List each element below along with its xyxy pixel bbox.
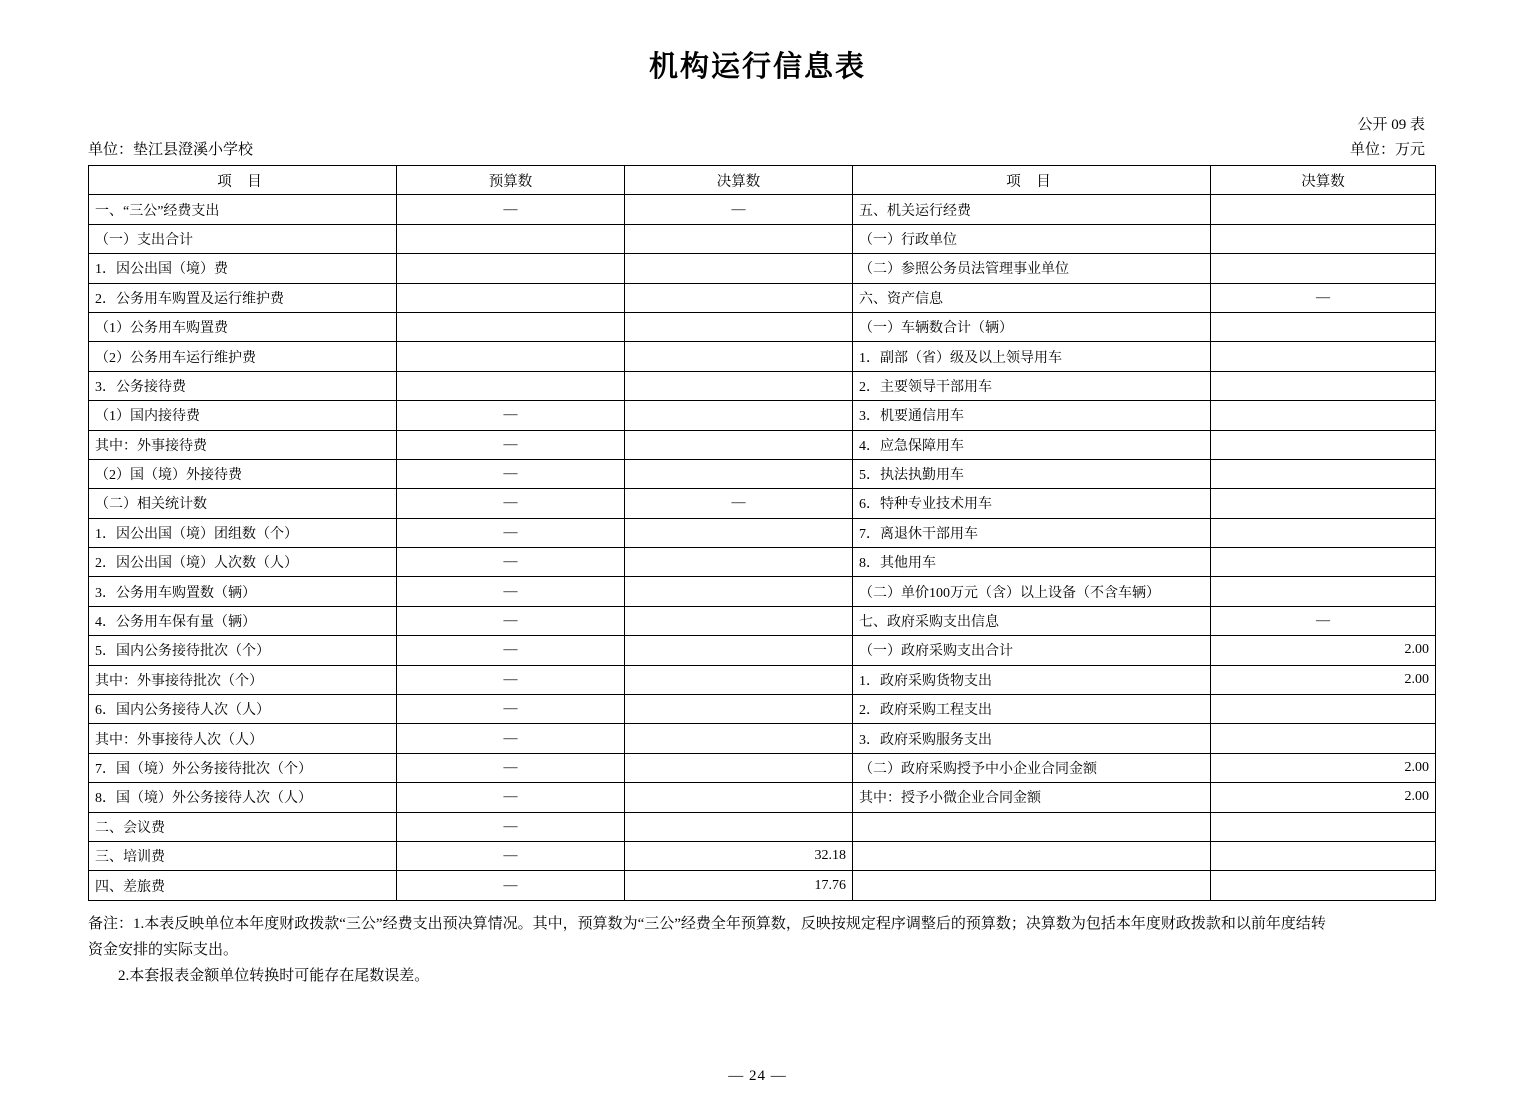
row-final-value: — xyxy=(625,195,853,224)
row-final-value xyxy=(625,430,853,459)
table-row xyxy=(89,871,1436,900)
table-row xyxy=(89,695,1436,724)
row-final-value xyxy=(625,283,853,312)
row-final-value: 17.76 xyxy=(625,871,853,900)
row-label-left: 1．因公出国（境）费 xyxy=(89,254,397,283)
table-row xyxy=(89,489,1436,518)
row-final-value xyxy=(625,695,853,724)
row-final-right-value xyxy=(1211,518,1436,547)
row-final-value xyxy=(625,577,853,606)
row-label-left: （二）相关统计数 xyxy=(89,489,397,518)
row-label-left: 4．公务用车保有量（辆） xyxy=(89,606,397,635)
row-label-right: （二）参照公务员法管理事业单位 xyxy=(853,254,1211,283)
row-label-left: （2）国（境）外接待费 xyxy=(89,459,397,488)
table-row xyxy=(89,195,1436,224)
row-budget-value: — xyxy=(397,459,625,488)
row-budget-value: — xyxy=(397,753,625,782)
row-final-right-value xyxy=(1211,430,1436,459)
row-label-right: 7．离退休干部用车 xyxy=(853,518,1211,547)
row-label-left: 6．国内公务接待人次（人） xyxy=(89,695,397,724)
row-final-value xyxy=(625,459,853,488)
row-budget-value: — xyxy=(397,548,625,577)
row-label-left: （1）公务用车购置费 xyxy=(89,312,397,341)
row-final-value xyxy=(625,548,853,577)
table-row xyxy=(89,459,1436,488)
row-final-value xyxy=(625,812,853,841)
row-final-value xyxy=(625,783,853,812)
amount-unit-label: 单位：万元 xyxy=(1349,142,1425,158)
row-label-right: 七、政府采购支出信息 xyxy=(853,606,1211,635)
row-label-right: 6．特种专业技术用车 xyxy=(853,489,1211,518)
row-label-right: 其中：授予小微企业合同金额 xyxy=(853,783,1211,812)
table-row xyxy=(89,548,1436,577)
row-final-value: — xyxy=(625,489,853,518)
page-title: 机构运行信息表 xyxy=(648,51,866,83)
row-label-left: （1）国内接待费 xyxy=(89,401,397,430)
header-item-left: 项 目 xyxy=(89,166,397,195)
table-row xyxy=(89,841,1436,870)
row-label-left: 一、“三公”经费支出 xyxy=(89,195,397,224)
row-label-right: 5．执法执勤用车 xyxy=(853,459,1211,488)
header-budget: 预算数 xyxy=(397,166,625,195)
row-budget-value: — xyxy=(397,489,625,518)
document-page xyxy=(0,44,1515,1113)
row-budget-value: — xyxy=(397,871,625,900)
header-item-right: 项 目 xyxy=(853,166,1211,195)
row-label-left: （2）公务用车运行维护费 xyxy=(89,342,397,371)
row-label-left: 其中：外事接待费 xyxy=(89,430,397,459)
row-final-right-value xyxy=(1211,371,1436,400)
row-final-value: 32.18 xyxy=(625,841,853,870)
row-label-right: 4．应急保障用车 xyxy=(853,430,1211,459)
note-line-3: 2.本套报表金额单位转换时可能存在尾数误差。 xyxy=(118,968,430,985)
table-row xyxy=(89,665,1436,694)
row-label-right xyxy=(853,871,1211,900)
row-final-right-value: — xyxy=(1211,283,1436,312)
row-final-right-value: 2.00 xyxy=(1211,636,1436,665)
row-final-right-value xyxy=(1211,459,1436,488)
row-final-value xyxy=(625,606,853,635)
row-final-right-value xyxy=(1211,489,1436,518)
row-budget-value: — xyxy=(397,518,625,547)
table-row xyxy=(89,636,1436,665)
row-final-right-value xyxy=(1211,724,1436,753)
table-row xyxy=(89,371,1436,400)
row-budget-value: — xyxy=(397,695,625,724)
row-label-right: 2．政府采购工程支出 xyxy=(853,695,1211,724)
table-row xyxy=(89,430,1436,459)
meta-row xyxy=(88,138,1427,159)
row-final-right-value xyxy=(1211,695,1436,724)
row-budget-value: — xyxy=(397,812,625,841)
row-final-right-value: — xyxy=(1211,606,1436,635)
row-label-left: 二、会议费 xyxy=(89,812,397,841)
row-budget-value: — xyxy=(397,724,625,753)
row-label-right: 3．机要通信用车 xyxy=(853,401,1211,430)
row-final-right-value xyxy=(1211,577,1436,606)
table-row xyxy=(89,401,1436,430)
row-final-right-value xyxy=(1211,312,1436,341)
row-budget-value xyxy=(397,254,625,283)
row-label-right: （一）政府采购支出合计 xyxy=(853,636,1211,665)
row-label-right: 3．政府采购服务支出 xyxy=(853,724,1211,753)
row-final-value xyxy=(625,254,853,283)
table-row xyxy=(89,753,1436,782)
row-label-left: 1．因公出国（境）团组数（个） xyxy=(89,518,397,547)
header-final: 决算数 xyxy=(625,166,853,195)
row-budget-value: — xyxy=(397,577,625,606)
table-row xyxy=(89,254,1436,283)
note-line-1: 备注：1.本表反映单位本年度财政拨款“三公”经费支出预决算情况。其中，预算数为“三公”经费全年预算数，反映按规定程序调整后的预算数；决算数为包括本年度财政拨款和以前年度结转 xyxy=(88,915,1326,932)
row-budget-value: — xyxy=(397,401,625,430)
row-final-value xyxy=(625,224,853,253)
row-label-left: 3．公务用车购置数（辆） xyxy=(89,577,397,606)
row-budget-value xyxy=(397,283,625,312)
row-final-value xyxy=(625,312,853,341)
row-label-left: 其中：外事接待人次（人） xyxy=(89,724,397,753)
row-final-value xyxy=(625,371,853,400)
row-final-right-value xyxy=(1211,224,1436,253)
institution-operation-table xyxy=(88,165,1436,901)
row-budget-value xyxy=(397,312,625,341)
table-row xyxy=(89,606,1436,635)
row-final-value xyxy=(625,636,853,665)
row-label-left: 3．公务接待费 xyxy=(89,371,397,400)
row-label-left: 7．国（境）外公务接待批次（个） xyxy=(89,753,397,782)
row-label-left: 其中：外事接待批次（个） xyxy=(89,665,397,694)
row-label-right: 五、机关运行经费 xyxy=(853,195,1211,224)
row-label-right: 8．其他用车 xyxy=(853,548,1211,577)
row-budget-value xyxy=(397,342,625,371)
row-final-right-value: 2.00 xyxy=(1211,783,1436,812)
row-final-right-value xyxy=(1211,342,1436,371)
row-label-right: （一）车辆数合计（辆） xyxy=(853,312,1211,341)
row-final-value xyxy=(625,665,853,694)
row-budget-value: — xyxy=(397,636,625,665)
row-budget-value: — xyxy=(397,841,625,870)
row-final-value xyxy=(625,401,853,430)
row-budget-value: — xyxy=(397,606,625,635)
row-label-left: 2．因公出国（境）人次数（人） xyxy=(89,548,397,577)
notes-block xyxy=(88,911,1427,990)
table-header-row xyxy=(89,166,1436,195)
row-label-right: （一）行政单位 xyxy=(853,224,1211,253)
row-final-value xyxy=(625,342,853,371)
row-final-value xyxy=(625,753,853,782)
row-budget-value: — xyxy=(397,783,625,812)
table-row xyxy=(89,577,1436,606)
row-label-right: （二）单价100万元（含）以上设备（不含车辆） xyxy=(853,577,1211,606)
note-line-2: 资金安排的实际支出。 xyxy=(88,942,239,959)
table-row xyxy=(89,812,1436,841)
table-row xyxy=(89,783,1436,812)
row-budget-value: — xyxy=(397,430,625,459)
row-label-left: 四、差旅费 xyxy=(89,871,397,900)
row-label-right: 1．副部（省）级及以上领导用车 xyxy=(853,342,1211,371)
table-row xyxy=(89,312,1436,341)
row-label-right xyxy=(853,841,1211,870)
table-row xyxy=(89,518,1436,547)
row-budget-value xyxy=(397,224,625,253)
row-final-right-value: 2.00 xyxy=(1211,753,1436,782)
row-budget-value: — xyxy=(397,195,625,224)
row-final-right-value xyxy=(1211,812,1436,841)
table-row xyxy=(89,283,1436,312)
row-label-left: 8．国（境）外公务接待人次（人） xyxy=(89,783,397,812)
row-label-left: 三、培训费 xyxy=(89,841,397,870)
row-final-right-value xyxy=(1211,254,1436,283)
row-budget-value xyxy=(397,371,625,400)
row-label-right: （二）政府采购授予中小企业合同金额 xyxy=(853,753,1211,782)
table-row xyxy=(89,342,1436,371)
row-label-left: （一）支出合计 xyxy=(89,224,397,253)
row-label-right xyxy=(853,812,1211,841)
unit-label: 单位：垫江县澄溪小学校 xyxy=(88,142,254,158)
row-label-right: 六、资产信息 xyxy=(853,283,1211,312)
page-number: — 24 — xyxy=(728,1068,787,1084)
header-final-right: 决算数 xyxy=(1211,166,1436,195)
row-final-right-value xyxy=(1211,871,1436,900)
table-row xyxy=(89,224,1436,253)
table-body xyxy=(89,195,1436,900)
row-label-right: 2．主要领导干部用车 xyxy=(853,371,1211,400)
row-final-right-value xyxy=(1211,401,1436,430)
row-final-right-value xyxy=(1211,195,1436,224)
row-final-right-value: 2.00 xyxy=(1211,665,1436,694)
table-row xyxy=(89,724,1436,753)
row-final-value xyxy=(625,518,853,547)
row-label-right: 1．政府采购货物支出 xyxy=(853,665,1211,694)
row-budget-value: — xyxy=(397,665,625,694)
row-final-value xyxy=(625,724,853,753)
row-label-left: 5．国内公务接待批次（个） xyxy=(89,636,397,665)
row-final-right-value xyxy=(1211,841,1436,870)
row-final-right-value xyxy=(1211,548,1436,577)
row-label-left: 2．公务用车购置及运行维护费 xyxy=(89,283,397,312)
form-code: 公开 09 表 xyxy=(1357,117,1425,133)
